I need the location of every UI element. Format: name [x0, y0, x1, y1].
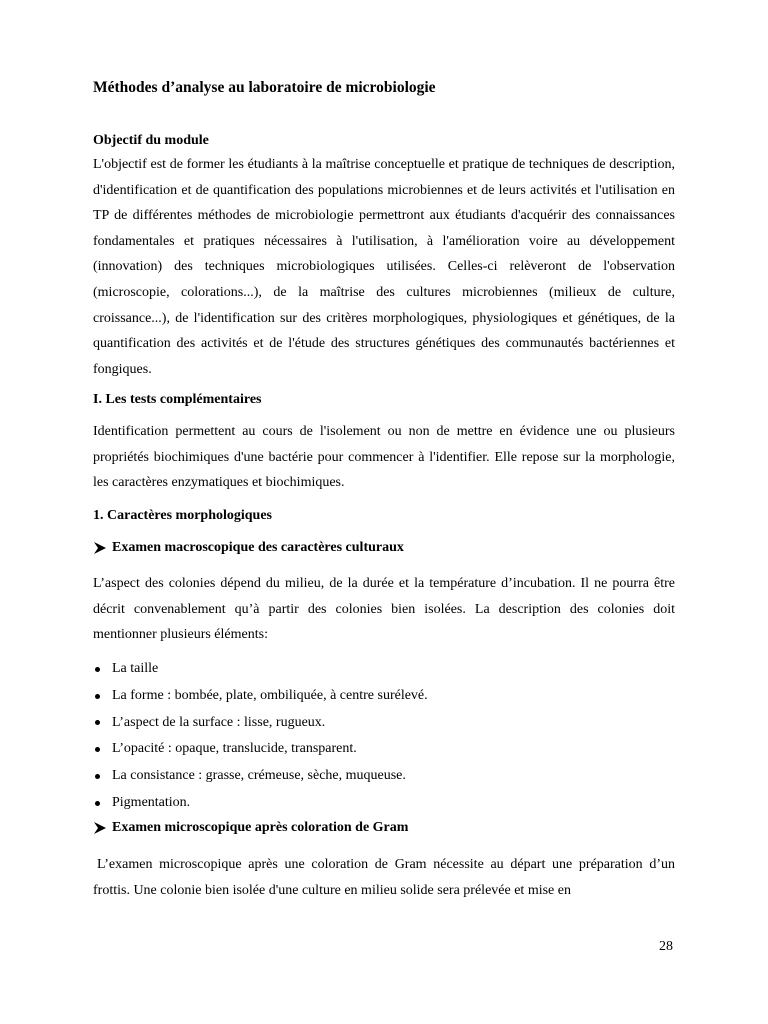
arrowhead-bullet-icon — [93, 821, 107, 835]
macro-exam-paragraph: L’aspect des colonies dépend du milieu, de la durée et la température d’incubation. Il ne pourra être décrit convenablement qu’à partir des colonies bien isolées. La description des colonies doit mentionner plusieurs éléments: — [93, 576, 675, 643]
round-bullet-icon — [95, 774, 100, 779]
colony-features-list — [93, 656, 428, 817]
round-bullet-icon — [95, 694, 100, 699]
section-paragraph-tests: Identification permettent au cours de l'isolement ou non de mettre en évidence une ou plusieurs propriétés biochimiques d'une bactérie pour commencer à l'identifier. Elle repose sur la morphologie, les caractères enzymatiques et biochimiques. — [93, 424, 675, 491]
document-title: Méthodes d’analyse au laboratoire de microbiologie — [93, 79, 436, 96]
list-item: L’aspect de la surface : lisse, rugueux. — [93, 710, 428, 737]
section-heading-tests: I. Les tests complémentaires — [93, 392, 262, 407]
micro-exam-heading — [93, 820, 408, 836]
list-item: La taille — [93, 656, 428, 683]
arrowhead-bullet-icon — [93, 541, 107, 555]
micro-exam-paragraph: L’examen microscopique après une coloration de Gram nécessite au départ une préparation d’un frottis. Une colonie bien isolée d'une culture en milieu solide sera prélevée et mise en — [93, 857, 675, 898]
micro-exam-heading-label: Examen microscopique après coloration de Gram — [112, 820, 409, 835]
round-bullet-icon — [95, 667, 100, 672]
subsection-heading-morphology: 1. Caractères morphologiques — [93, 508, 272, 523]
list-item: La consistance : grasse, crémeuse, sèche, muqueuse. — [93, 763, 428, 790]
list-item: Pigmentation. — [93, 790, 428, 817]
list-item: La forme : bombée, plate, ombiliquée, à centre surélevé. — [93, 683, 428, 710]
round-bullet-icon — [95, 747, 100, 752]
page-number: 28 — [659, 939, 673, 954]
objective-heading: Objectif du module — [93, 133, 209, 148]
macro-exam-heading-label: Examen macroscopique des caractères culturaux — [112, 540, 404, 555]
macro-exam-heading — [93, 540, 404, 556]
list-item: L’opacité : opaque, translucide, transparent. — [93, 736, 428, 763]
round-bullet-icon — [95, 801, 100, 806]
objective-paragraph: L'objectif est de former les étudiants à la maîtrise conceptuelle et pratique de techniques de description, d'identification et de quantification des populations microbiennes et de leurs activités et l'utilisation en TP de différentes méthodes de microbiologie permettront aux étudiants d'acquérir des connaissances fondamentales et pratiques nécessaires à l'utilisation, à l'amélioration voire au développement (innovation) des techniques microbiologiques utilisées. Celles-ci relèveront de l'observation (microscopie, colorations...), de la maîtrise des cultures microbiennes (milieux de culture, croissance...), de l'identification sur des critères morphologiques, physiologiques et génétiques, de la quantification des activités et de l'étude des structures génétiques des communautés bactériennes et fongiques. — [93, 157, 675, 377]
round-bullet-icon — [95, 720, 100, 725]
